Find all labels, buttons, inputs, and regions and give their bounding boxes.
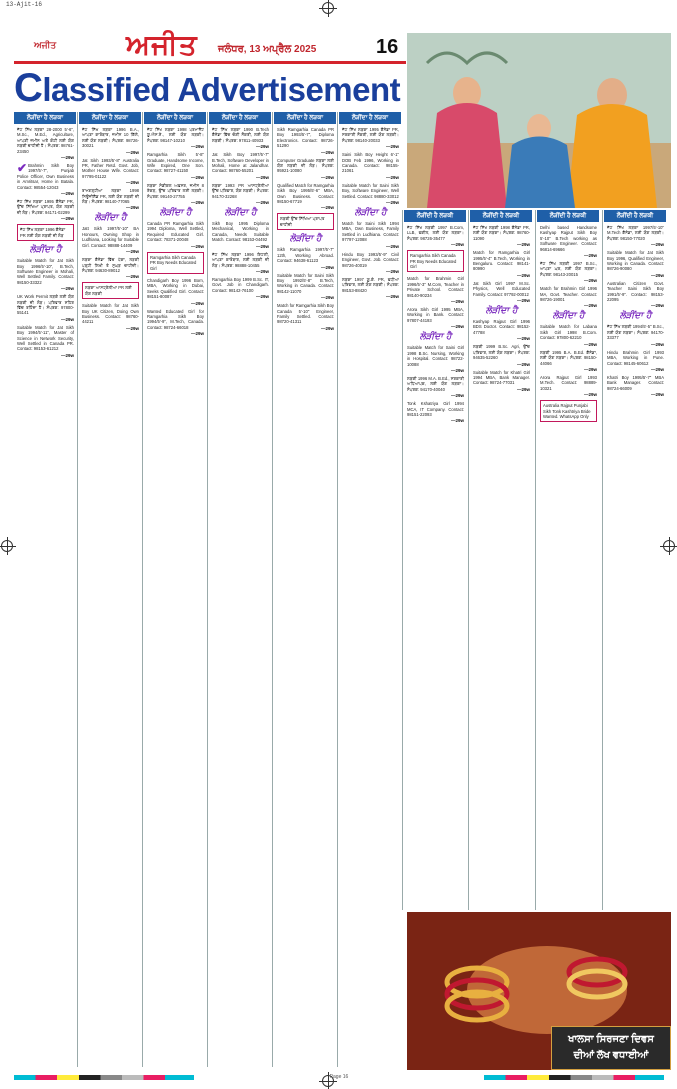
classified-ad [212, 127, 269, 143]
ad-end-marker: —29w [190, 243, 204, 249]
classified-ad [540, 324, 597, 340]
ad-end-marker: —29w [450, 393, 464, 399]
classified-ad [473, 370, 530, 386]
ad-end-marker: —29w [190, 300, 204, 306]
classified-ad [342, 221, 399, 243]
ad-end-marker: —29w [125, 149, 139, 155]
ad-end-marker: —29w [450, 299, 464, 305]
ad-end-marker: —29w [125, 274, 139, 280]
column-body [144, 124, 206, 336]
ad-end-marker: —29w [60, 352, 74, 358]
column-header: ਲੋੜੀਂਦਾ ਹੈ ਲੜਕਾ [144, 112, 206, 124]
ad-text: ਜੱਟ ਸਿੱਖ ਲੜਕਾ 1997/5'-10" M.Tech ਕੈਨੇਡਾ, ਲਈ ਯੋਗ ਲੜਕੀ। ਸੰਪਰਕ: 98150-77020 [607, 225, 664, 241]
classified-ad [17, 325, 74, 352]
column-body [537, 222, 599, 422]
classified-ad [607, 324, 664, 340]
classified-ad [82, 127, 139, 149]
ad-text: Kashyap Rajput Girl 1996 BDS Doctor. Contact: 98152-47788 [473, 319, 530, 335]
ad-end-marker: —29w [255, 200, 269, 206]
classified-ad [277, 158, 334, 174]
ad-end-marker: —29w [60, 191, 74, 197]
classified-ad [473, 225, 530, 241]
classified-column [470, 210, 532, 910]
ad-end-marker: —29w [125, 180, 139, 186]
ad-end-marker: —29w [385, 294, 399, 300]
section-separator: ਲੋੜੀਂਦਾ ਹੈ [419, 332, 452, 343]
ad-end-marker: —29w [190, 200, 204, 206]
ad-text: Match for Ramgarhia Sikh Boy Canada 5'-10" Engineer, Family Settled. Contact: 98720-41311 [277, 303, 334, 325]
column-header: ਲੋੜੀਂਦਾ ਹੈ ਲੜਕਾ [209, 112, 271, 124]
newspaper-logo: ਅਜੀਤ [126, 28, 198, 61]
ad-end-marker: —29w [60, 316, 74, 322]
classified-ad [212, 183, 269, 199]
ad-end-marker: —29w [450, 324, 464, 330]
classified-ad [17, 127, 74, 154]
classified-ad [607, 375, 664, 391]
ad-end-marker: —29w [190, 144, 204, 150]
classified-ad [407, 225, 464, 241]
column-header: ਲੋੜੀਂਦੀ ਹੈ ਲੜਕੀ [537, 210, 599, 222]
column-header: ਲੋੜੀਂਦਾ ਹੈ ਲੜਕਾ [79, 112, 141, 124]
classified-ad [607, 281, 664, 303]
column-header: ਲੋੜੀਂਦਾ ਹੈ ਲੜਕਾ [14, 112, 76, 124]
ad-text: Match for Brahmin Girl 1996/5'-3" M.Com, Teacher in Private School. Contact: 98140-90234 [407, 276, 464, 298]
ad-text: ਲੜਕਾ ਕੈਨੇਡਾ ਵਿੱਚ ਪੱਕਾ, ਲੜਕੀ ਪੜ੍ਹੀ ਲਿਖੀ ਤੇ ਸੁਘੜ ਚਾਹੀਦੀ। ਸੰਪਰਕ: 94630-89012 [82, 257, 139, 273]
column-header: ਲੋੜੀਂਦੀ ਹੈ ਲੜਕੀ [470, 210, 532, 222]
ad-text: Saini Sikh Boy Height 6'-1" DOB Feb 1996, Working in Canada. Contact: 98155-21061 [342, 152, 399, 174]
ad-text: ਜੱਟ ਸਿੱਖ ਲੜਕਾ 1996 B.A., ਆਪਣਾ ਕਾਰੋਬਾਰ, ਜ਼ਮੀਨ 10 ਕਿੱਲੇ, ਲਈ ਯੋਗ ਲੜਕੀ। ਸੰਪਰਕ: 98726-30021 [82, 127, 139, 149]
ad-end-marker: —29w [255, 243, 269, 249]
classified-ad [82, 188, 139, 204]
boxed-ad: ਲੜਕੀ ਉੱਚ ਸਿੱਖਿਆ ਪ੍ਰਾਪਤ ਚਾਹੀਦੀ [277, 213, 334, 230]
column-divider [468, 210, 469, 910]
classified-ad [17, 294, 74, 316]
column-body [209, 124, 271, 299]
ad-end-marker: —29w [190, 331, 204, 337]
classified-column [274, 112, 336, 1067]
ad-text: Arora Sikh Girl 1995 MBA, Working in Bank. Contact: 97807-44193 [407, 307, 464, 323]
ad-end-marker: —29w [125, 325, 139, 331]
classified-ad [342, 127, 399, 143]
ad-text: ਜੱਟ ਸਿੱਖ ਲੜਕੀ 1997 B.Sc., ਆਪਣਾ ਘਰ, ਲਈ ਯੋਗ ਲੜਕਾ। ਸੰਪਰਕ: 98143-20015 [540, 261, 597, 277]
ad-end-marker: —29w [385, 243, 399, 249]
ad-text: Wanted Educated Girl for Ramgarhia Sikh Boy 1994/5'-9", M.Tech, Canada. Contact: 98724-66018 [147, 308, 204, 330]
page-footer [14, 1072, 664, 1082]
ad-end-marker: —29w [60, 216, 74, 222]
section-title: Classified Advertisement [14, 66, 401, 110]
classified-ad [407, 276, 464, 298]
ad-text: ਜੱਟ ਸਿੱਖ ਲੜਕਾ 28-2000 5'-6", M.Sc., M.Ed., Agriculture, ਆਪਣੀ ਜ਼ਮੀਨ ਅਤੇ ਕੋਠੀ ਲਈ ਯੋਗ ਲੜਕੀ ਚਾਹੀਦੀ ਹੈ। ਸੰਪਰਕ: 98761-23450 [17, 127, 74, 154]
ad-end-marker: —29w [190, 174, 204, 180]
ad-end-marker: —29w [385, 268, 399, 274]
classified-column [339, 112, 401, 1067]
classified-column [14, 112, 76, 1067]
color-bar [484, 1075, 664, 1080]
classified-ad [82, 226, 139, 248]
column-header: ਲੋੜੀਂਦਾ ਹੈ ਲੜਕਾ [274, 112, 336, 124]
classified-ad [17, 199, 74, 215]
ad-text: Hindu Brahmin Girl 1993 MBA, Working in Pune. Contact: 98145-60612 [607, 349, 664, 366]
ad-end-marker: —29w [516, 336, 530, 342]
ad-end-marker: —29w [583, 253, 597, 259]
masthead [14, 14, 406, 114]
ad-end-marker: —29w [650, 242, 664, 248]
ad-text: ਜੱਟ ਸਿੱਖ ਲੜਕੀ 1994/5'-5" B.Sc., ਲਈ ਯੋਗ ਲੜਕਾ। ਸੰਪਰਕ: 94170-33377 [607, 324, 664, 341]
ad-end-marker: —29w [650, 272, 664, 278]
column-divider [272, 112, 273, 1067]
section-separator: ਲੋੜੀਂਦਾ ਹੈ [552, 311, 585, 322]
column-body [79, 124, 141, 331]
column-divider [77, 112, 78, 1067]
ad-end-marker: —29w [320, 264, 334, 270]
column-divider [535, 210, 536, 910]
footer-page: Page 16 [329, 1074, 349, 1080]
ad-end-marker: —29w [255, 174, 269, 180]
ad-end-marker: —29w [320, 205, 334, 211]
masthead-ajit-small: ਅਜੀਤ [34, 40, 57, 50]
classified-ad [82, 158, 139, 180]
ad-text: Khatri Boy 1995/5'-7" MBA Bank Manager. Contact: 98724-66009 [607, 374, 664, 391]
ad-text: ਰਾਮਗੜ੍ਹੀਆ ਲੜਕਾ 1998 ਨਿਊਜ਼ੀਲੈਂਡ PR, ਲਈ ਯੋਗ ਲੜਕੀ ਦੀ ਲੋੜ। ਸੰਪਰਕ: 98140-77065 [82, 188, 139, 205]
festival-caption: ਖਾਲਸਾ ਸਿਰਜਣਾ ਦਿਵਸ ਦੀਆਂ ਲੱਖ ਵਧਾਈਆਂ [551, 1026, 671, 1070]
ad-text: ਜੱਟ ਸਿੱਖ ਲੜਕਾ 1998 ਪਰਮਾਨੈਂਟ ਯੂ.ਐਸ.ਏ., ਲਈ ਯੋਗ ਲੜਕੀ। ਸੰਪਰਕ: 98147-10210 [147, 127, 204, 143]
ad-text: Ramgarhia Boy 1999 B.Sc. IT, Govt. Job in Chandigarh. Contact: 98142-76100 [212, 276, 269, 293]
classified-ad [540, 350, 597, 366]
ad-text: Computer Graduate ਲੜਕਾ ਲਈ ਯੋਗ ਲੜਕੀ ਦੀ ਲੋੜ। ਸੰਪਰਕ: 95921-10080 [277, 157, 334, 174]
ad-text: Sikh Ramgarhia Canada PR Boy 1993/5'-7", Diploma Electronics. Contact: 98726-51290 [277, 127, 334, 149]
classified-ad [473, 344, 530, 360]
column-body [14, 124, 76, 358]
ad-text: Suitable Match for Saini Sikh Boy 1992/5'-8" B.Tech, Working in Canada. Contact: 98142-11070 [277, 272, 334, 294]
tick-mark-icon: ✔ [17, 161, 28, 176]
ad-text: Sikh Ramgarhia 1997/5'-7" 12th, Working Abroad. Contact: 94638-61123 [277, 247, 334, 264]
classified-ad [473, 281, 530, 297]
registration-mark [1, 540, 13, 552]
ad-text: Arora Rajput Girl 1993 M.Tech. Contact: 98889-10321 [540, 374, 597, 391]
classified-ad [82, 257, 139, 273]
ad-text: Suitable Match for Jat Sikh Boy 1996, Qualified Engineer, Working in Canada. Contact: 98726-90080 [607, 250, 664, 272]
ad-text: Chandigarh Boy 1996 Born, MBA, Working in Dubai, Seeks Qualified Girl. Contact: 98151-80087 [147, 277, 204, 300]
ad-end-marker: —29w [650, 392, 664, 398]
ad-text: Sikh Boy 1995 Diploma Mechanical, Working in Canada, Needs Suitable Match. Contact: 98153-04492 [212, 221, 269, 243]
ad-end-marker: —29w [650, 366, 664, 372]
ad-text: Australian Citizen Govt. Teacher Saini Sikh Boy 1991/5'-9". Contact: 98153-22095 [607, 280, 664, 303]
classified-ad [212, 152, 269, 174]
column-body [339, 124, 401, 299]
ad-end-marker: —29w [320, 174, 334, 180]
ad-end-marker: —29w [385, 174, 399, 180]
classified-ad [540, 375, 597, 391]
classified-ad [277, 183, 334, 205]
ad-text: ਜੱਟ ਸਿੱਖ ਲੜਕੀ 1998 ਕੈਨੇਡਾ PR, ਲਈ ਯੋਗ ਲੜਕਾ। ਸੰਪਰਕ: 98760-11090 [473, 225, 530, 241]
ad-text: Suitable Match for Labana Sikh Girl 1998 B.Com. Contact: 97800-62210 [540, 324, 597, 341]
ad-text: Jat Sikh Boy 1997/5'-7" B.Tech, Software Developer in Mohali, Home at Jalandhar. Contact: 98760-55201 [212, 152, 269, 174]
page-number: 16 [376, 36, 399, 58]
ad-text: ਜੱਟ ਸਿੱਖ ਲੜਕਾ 1990 B.Tech ਕੈਨੇਡਾ ਵਿੱਚ ਚੰਗੀ ਨੌਕਰੀ, ਲਈ ਯੋਗ ਲੜਕੀ। ਸੰਪਰਕ: 97811-40933 [212, 127, 269, 143]
ad-end-marker: —29w [320, 325, 334, 331]
classified-ad [147, 221, 204, 243]
ad-text: Suitable Match for Jat Sikh Boy 1996/5'-10", B.Tech, Software Engineer in Mohali, Well Settled Family. Contact: 98150-33322 [17, 258, 74, 285]
classified-ad [147, 278, 204, 300]
classified-ad [147, 127, 204, 143]
section-separator: ਲੋੜੀਂਦਾ ਹੈ [354, 208, 387, 219]
classified-ad [540, 286, 597, 302]
section-separator: ਲੋੜੀਂਦਾ ਹੈ [619, 311, 652, 322]
ad-text: ਲੜਕੀ 1995 B.A. B.Ed. ਕੈਨੇਡਾ, ਲਈ ਯੋਗ ਲੜਕਾ। ਸੰਪਰਕ: 98150-44066 [540, 349, 597, 366]
column-body [274, 124, 336, 331]
ad-text: Jat Sikh Girl 1997 M.Sc. Physics, Well Educated Family. Contact: 97792-00012 [473, 280, 530, 297]
classified-ad [147, 152, 204, 174]
masthead-top [14, 14, 406, 61]
ad-text: ਜੱਟ ਸਿੱਖ ਲੜਕੀ 1997 B.Com, LLB, ਵਕੀਲ, ਲਈ ਯੋਗ ਲੜਕਾ। ਸੰਪਰਕ: 98726-35477 [407, 225, 464, 241]
ad-text: ਲੜਕੀ 1996 M.A. B.Ed., ਸਰਕਾਰੀ ਅਧਿਆਪਕ, ਲਈ ਯੋਗ ਲੜਕਾ। ਸੰਪਰਕ: 94170-40040 [407, 375, 464, 392]
ad-end-marker: —29w [650, 341, 664, 347]
boxed-ad: ਲੜਕਾ ਆਸਟ੍ਰੇਲੀਆ PR ਲਈ ਯੋਗ ਲੜਕੀ [82, 282, 139, 299]
ad-text: ਲੜਕਾ ਮੈਡੀਕਲ ਅਫ਼ਸਰ, ਜ਼ਮੀਨ 8 ਏਕੜ, ਉੱਚ ਪਰਿਵਾਰ ਲਈ ਲੜਕੀ। ਸੰਪਰਕ: 99140-27755 [147, 182, 204, 199]
ad-end-marker: —29w [450, 367, 464, 373]
ad-end-marker: —29w [125, 249, 139, 255]
column-header: ਲੋੜੀਂਦੀ ਹੈ ਲੜਕੀ [604, 210, 666, 222]
column-divider [337, 112, 338, 1067]
classified-ad [147, 309, 204, 331]
classified-column [404, 210, 466, 910]
ad-text: Suitable Match for Saini Girl 1998 B.Sc. Nursing, Working in Hospital. Contact: 98722-10088 [407, 345, 464, 367]
ad-end-marker: —29w [320, 149, 334, 155]
classified-ad [342, 277, 399, 293]
ad-text: Ramgarhia Sikh 5'-8" Graduate, Handsome Income, Wife Expired, One Son. Contact: 98727-41150 [147, 152, 204, 174]
ad-end-marker: —29w [583, 278, 597, 284]
section-separator: ਲੋੜੀਂਦਾ ਹੈ [94, 213, 127, 224]
ad-end-marker: —29w [583, 341, 597, 347]
classified-ad [212, 277, 269, 293]
ad-end-marker: —29w [450, 418, 464, 424]
classified-ad [407, 376, 464, 392]
classified-ad [342, 183, 399, 199]
ad-end-marker: —29w [516, 272, 530, 278]
ad-text: Match for Brahmin Girl 1996 MA, Govt. Teacher. Contact: 98726-19001 [540, 286, 597, 303]
ad-text: Suitable Match for Khatri Girl 1994 MBA, Bank Manager. Contact: 98724-77031 [473, 369, 530, 386]
classified-ad [147, 183, 204, 199]
ad-text: Delhi based Handsome Kashyap Rajput Sikh Boy 5'-10" B.Tech working as Software Engineer. Contact: 96814-69666 [540, 225, 597, 252]
classified-ad [277, 247, 334, 263]
classified-column [537, 210, 599, 910]
classified-ad [473, 319, 530, 335]
classified-column [144, 112, 206, 1067]
ad-text: ਜੱਟ ਸਿੱਖ ਲੜਕਾ 1995 ਕੈਨੇਡਾ PR, ਸਰਕਾਰੀ ਨੌਕਰੀ, ਲਈ ਯੋਗ ਲੜਕੀ। ਸੰਪਰਕ: 98140-20033 [342, 127, 399, 143]
section-separator: ਲੋੜੀਂਦਾ ਹੈ [485, 306, 518, 317]
column-divider [207, 112, 208, 1067]
ad-text: Suitable Match for Saini Sikh Boy, Software Engineer, Well Settled. Contact: 98880-33012 [342, 182, 399, 199]
classified-ad [277, 127, 334, 149]
boxed-ad: ਜੱਟ ਸਿੱਖ ਲੜਕਾ 1996 ਕੈਨੇਡਾ PR ਲਈ ਯੋਗ ਲੜਕੀ ਦੀ ਲੋੜ [17, 224, 74, 241]
ad-end-marker: —29w [583, 392, 597, 398]
ad-text: ਲੜਕਾ 1997 ਯੂ.ਕੇ. PR, ਵਧੀਆ ਪਰਿਵਾਰ, ਲਈ ਯੋਗ ਲੜਕੀ। ਸੰਪਰਕ: 98153-88420 [342, 276, 399, 293]
ad-end-marker: —29w [255, 144, 269, 150]
classified-ad [17, 163, 74, 190]
ad-end-marker: —29w [450, 242, 464, 248]
ad-text: Suitable Match for Jat Sikh Boy UK Citizen, Doing Own Business. Contact: 98760-44211 [82, 303, 139, 325]
registration-mark [322, 2, 334, 14]
ad-end-marker: —29w [320, 295, 334, 301]
ad-end-marker: —29w [583, 366, 597, 372]
classified-ad [607, 250, 664, 272]
classified-column [604, 210, 666, 1070]
ad-text: Tonk Kshatriya Girl 1994 MCA, IT Company. Contact: 98151-22093 [407, 401, 464, 417]
ad-end-marker: —29w [650, 303, 664, 309]
column-header: ਲੋੜੀਂਦੀ ਹੈ ਲੜਕੀ [404, 210, 466, 222]
classified-ad [407, 401, 464, 417]
classified-ad [607, 350, 664, 366]
classified-ad [607, 225, 664, 241]
ad-end-marker: —29w [60, 155, 74, 161]
section-separator: ਲੋੜੀਂਦਾ ਹੈ [289, 234, 322, 245]
classified-column [79, 112, 141, 1067]
classified-column [209, 112, 271, 1067]
ad-text: Jat Sikh 1993/5'-8" Australia PR, Father Retd. Govt. Job, Mother House Wife. Contact: 97795-01122 [82, 157, 139, 179]
boxed-ad: Ramgarhia Sikh Canada PR Boy Needs Educated Girl [147, 252, 204, 274]
column-divider [402, 210, 403, 910]
classified-ad [212, 221, 269, 243]
ad-text: Hindu Boy 1993/5'-9" Civil Engineer, Govt. Job. Contact: 98726-40019 [342, 251, 399, 268]
ad-end-marker: —29w [60, 286, 74, 292]
classified-ad [212, 252, 269, 268]
classified-ad [277, 273, 334, 295]
column-divider [602, 210, 603, 910]
ad-text: ਲੜਕਾ 1993 PR ਆਸਟ੍ਰੇਲੀਆ ਉੱਚ ਪਰਿਵਾਰ, ਯੋਗ ਲੜਕੀ। ਸੰਪਰਕ: 94170-32268 [212, 182, 269, 199]
ad-text: Qualified Match for Ramgarhia Sikh Boy 1995/5'-6" MBA, Own Business. Contact: 98150-67719 [277, 182, 334, 205]
ad-end-marker: —29w [583, 303, 597, 309]
classified-ad [473, 250, 530, 272]
classified-ad [540, 225, 597, 252]
ad-end-marker: —29w [516, 242, 530, 248]
ad-text: ਜੱਟ ਸਿੱਖ ਲੜਕਾ 1995 ਕੈਨੇਡਾ PR, ਉੱਚ ਸਿੱਖਿਆ ਪ੍ਰਾਪਤ, ਯੋਗ ਲੜਕੀ ਦੀ ਲੋੜ। ਸੰਪਰਕ: 94171-02299 [17, 199, 74, 215]
classified-ad [17, 258, 74, 285]
column-body [470, 222, 532, 392]
ad-text: UK Work Permit ਲੜਕੇ ਲਈ ਯੋਗ ਲੜਕੀ ਦੀ ਲੋੜ। ਪਰਿਵਾਰ ਸ਼ਹਿਰ ਵਿੱਚ ਰਹਿੰਦਾ ਹੈ। ਸੰਪਰਕ: 97800-55141 [17, 294, 74, 316]
section-separator: ਲੋੜੀਂਦਾ ਹੈ [29, 245, 62, 256]
boxed-ad: Ramgarhia Sikh Canada PR Boy Needs Educated Girl [407, 250, 464, 272]
column-body [604, 222, 666, 397]
color-bar [14, 1075, 194, 1080]
masthead-rule [14, 61, 406, 64]
section-separator: ਲੋੜੀਂਦਾ ਹੈ [159, 208, 192, 219]
ad-end-marker: —29w [125, 205, 139, 211]
boxed-ad: Australia Rajput Punjabi Sikh Tonk Kashtriya Bride Wanted. WhatsApp Only [540, 400, 597, 422]
ad-text: ਜੱਟ ਸਿੱਖ ਲੜਕਾ 1996 ਇਟਲੀ, ਆਪਣਾ ਕਾਰੋਬਾਰ, ਲਈ ਲੜਕੀ ਦੀ ਲੋੜ। ਸੰਪਰਕ: 98888-10455 [212, 251, 269, 268]
print-slug: 13-Ajit-16 [6, 1, 43, 8]
ad-end-marker: —29w [255, 268, 269, 274]
column-divider [142, 112, 143, 1067]
edition-date: ਜਲੰਧਰ, 13 ਅਪ੍ਰੈਲ 2025 [218, 44, 317, 55]
classified-ad [82, 303, 139, 325]
classified-ad [342, 152, 399, 174]
classified-ad [277, 303, 334, 325]
ad-text: Jatt Sikh 1997/5'-10" BA Honours, Owning Shop in Ludhiana, Looking for Suitable Girl. Contact: 98888-14409 [82, 226, 139, 248]
section-separator: ਲੋੜੀਂਦਾ ਹੈ [224, 208, 257, 219]
ad-text: Brahmin Sikh Boy 1997/5'-7", Punjab Police Officer, Own Business in Amritsar, Home in Batala. Contact: 98554-12043 [17, 163, 74, 190]
ad-text: ਲੜਕੀ 1999 B.Sc. Agri, ਉੱਚ ਪਰਿਵਾਰ, ਲਈ ਯੋਗ ਲੜਕਾ। ਸੰਪਰਕ: 94635-52260 [473, 344, 530, 361]
women-painting-image [407, 33, 671, 208]
column-header: ਲੋੜੀਂਦਾ ਹੈ ਲੜਕਾ [339, 112, 401, 124]
ad-end-marker: —29w [516, 298, 530, 304]
ad-end-marker: —29w [385, 144, 399, 150]
ad-end-marker: —29w [255, 294, 269, 300]
classified-ad [407, 307, 464, 323]
ad-text: Match for Saini Sikh 1994 MBA, Own Business, Family Settled in Ludhiana. Contact: 97797-12088 [342, 221, 399, 243]
ad-end-marker: —29w [516, 386, 530, 392]
ad-text: Match for Ramgarhia Girl 1995/5'-4" B.Tech, Working in Bengaluru. Contact: 98141-80990 [473, 250, 530, 272]
classified-ad [407, 345, 464, 367]
ad-end-marker: —29w [385, 200, 399, 206]
ad-end-marker: —29w [516, 361, 530, 367]
ad-text: Suitable Match for Jat Sikh Boy 1994/5'-11", Master of Science in Network Security, Well Settled in Canada PR. Contact: 98153-61212 [17, 324, 74, 352]
column-body [404, 222, 466, 423]
classified-ad [540, 261, 597, 277]
ad-text: Canada PR Ramgarhia Sikh 1994 Diploma, Well Settled, Required Educated Girl. Contact: 78371-20048 [147, 221, 204, 243]
classified-ad [342, 252, 399, 268]
